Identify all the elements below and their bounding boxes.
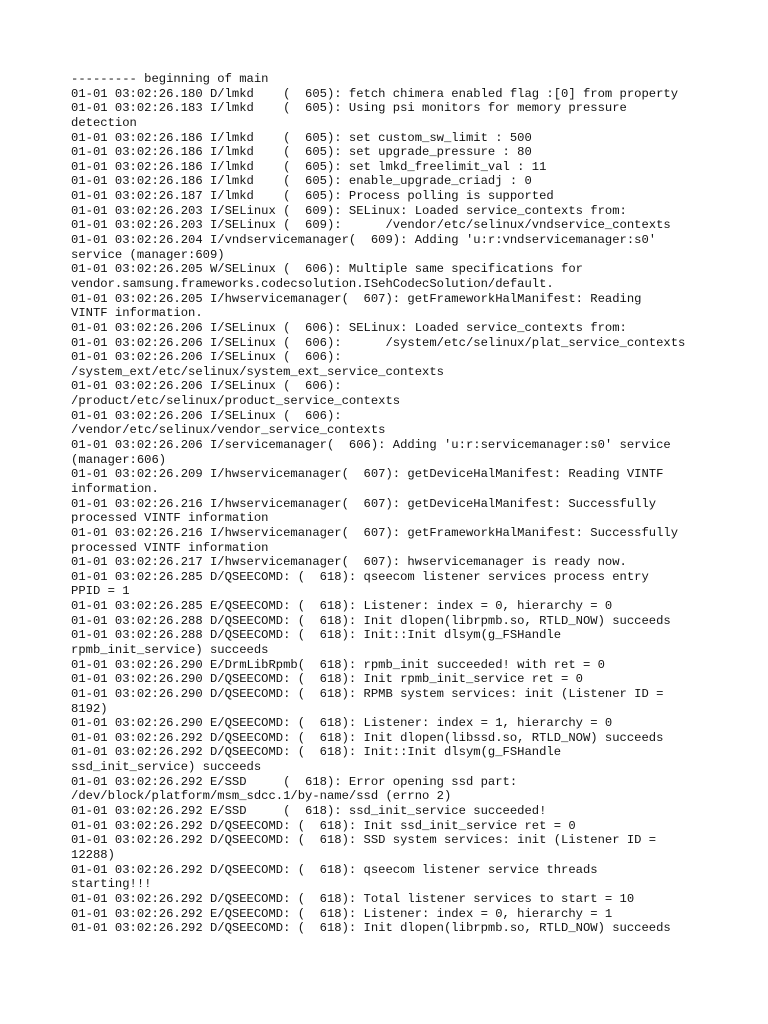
log-line: 01-01 03:02:26.206 I/servicemanager( 606): Adding 'u:r:servicemanager:s0' service	[71, 438, 671, 453]
log-line: 01-01 03:02:26.186 I/lmkd ( 605): set upgrade_pressure : 80	[71, 145, 532, 160]
log-line: 01-01 03:02:26.292 D/QSEECOMD: ( 618): SSD system services: init (Listener ID =	[71, 833, 657, 848]
log-line: /dev/block/platform/msm_sdcc.1/by-name/ssd (errno 2)	[71, 789, 452, 804]
log-line: rpmb_init_service) succeeds	[71, 642, 269, 657]
log-line: 01-01 03:02:26.180 D/lmkd ( 605): fetch chimera enabled flag :[0] from property	[71, 86, 679, 101]
log-line: ssd_init_service) succeeds	[71, 760, 262, 775]
log-line: 01-01 03:02:26.216 I/hwservicemanager( 607): getDeviceHalManifest: Successfully	[71, 496, 657, 511]
log-line: 01-01 03:02:26.292 D/QSEECOMD: ( 618): Init ssd_init_service ret = 0	[71, 818, 576, 833]
log-line: PPID = 1	[71, 584, 130, 599]
log-line: (manager:606)	[71, 452, 167, 467]
log-line: 01-01 03:02:26.217 I/hwservicemanager( 607): hwservicemanager is ready now.	[71, 555, 627, 570]
log-line: 01-01 03:02:26.292 D/QSEECOMD: ( 618): Init::Init dlsym(g_FSHandle	[71, 745, 562, 760]
log-line: detection	[71, 115, 137, 130]
log-line: VINTF information.	[71, 306, 203, 321]
log-line: 01-01 03:02:26.292 E/SSD ( 618): Error opening ssd part:	[71, 774, 518, 789]
log-line: 01-01 03:02:26.216 I/hwservicemanager( 607): getFrameworkHalManifest: Successfully	[71, 525, 679, 540]
log-line: 01-01 03:02:26.288 D/QSEECOMD: ( 618): Init dlopen(librpmb.so, RTLD_NOW) succeeds	[71, 613, 671, 628]
log-line: 01-01 03:02:26.292 D/QSEECOMD: ( 618): Init dlopen(librpmb.so, RTLD_NOW) succeeds	[71, 921, 671, 936]
log-line: vendor.samsung.frameworks.codecsolution.ISehCodecSolution/default.	[71, 276, 554, 291]
log-line: 01-01 03:02:26.292 D/QSEECOMD: ( 618): Total listener services to start = 10	[71, 891, 635, 906]
log-line: 01-01 03:02:26.285 D/QSEECOMD: ( 618): qseecom listener services process entry	[71, 569, 649, 584]
log-line: processed VINTF information	[71, 511, 269, 526]
log-line: 01-01 03:02:26.290 D/QSEECOMD: ( 618): RPMB system services: init (Listener ID =	[71, 686, 664, 701]
log-line: /vendor/etc/selinux/vendor_service_contexts	[71, 423, 386, 438]
log-line: 01-01 03:02:26.203 I/SELinux ( 609): SELinux: Loaded service_contexts from:	[71, 203, 627, 218]
log-line: /system_ext/etc/selinux/system_ext_service_contexts	[71, 364, 444, 379]
log-line: 01-01 03:02:26.206 I/SELinux ( 606):	[71, 379, 342, 394]
log-line: 12288)	[71, 847, 115, 862]
log-line: 8192)	[71, 701, 108, 716]
log-line: 01-01 03:02:26.205 I/hwservicemanager( 607): getFrameworkHalManifest: Reading	[71, 291, 642, 306]
log-line: 01-01 03:02:26.292 E/QSEECOMD: ( 618): Listener: index = 0, hierarchy = 1	[71, 906, 613, 921]
log-line: 01-01 03:02:26.186 I/lmkd ( 605): enable_upgrade_criadj : 0	[71, 174, 532, 189]
log-line: starting!!!	[71, 877, 152, 892]
log-line: --------- beginning of main	[71, 72, 269, 86]
log-line: 01-01 03:02:26.290 D/QSEECOMD: ( 618): Init rpmb_init_service ret = 0	[71, 672, 583, 687]
log-line: 01-01 03:02:26.285 E/QSEECOMD: ( 618): Listener: index = 0, hierarchy = 0	[71, 599, 613, 614]
log-line: /product/etc/selinux/product_service_contexts	[71, 394, 401, 409]
log-line: 01-01 03:02:26.183 I/lmkd ( 605): Using psi monitors for memory pressure	[71, 101, 627, 116]
log-line: 01-01 03:02:26.292 E/SSD ( 618): ssd_init_service succeeded!	[71, 804, 547, 819]
log-line: 01-01 03:02:26.186 I/lmkd ( 605): set lmkd_freelimit_val : 11	[71, 159, 547, 174]
log-text-block	[71, 72, 711, 936]
log-line: 01-01 03:02:26.290 E/QSEECOMD: ( 618): Listener: index = 1, hierarchy = 0	[71, 716, 613, 731]
log-line: 01-01 03:02:26.187 I/lmkd ( 605): Process polling is supported	[71, 189, 554, 204]
log-line: 01-01 03:02:26.206 I/SELinux ( 606):	[71, 350, 342, 365]
log-line: information.	[71, 481, 159, 496]
log-line: 01-01 03:02:26.290 E/DrmLibRpmb( 618): rpmb_init succeeded! with ret = 0	[71, 657, 605, 672]
log-line: 01-01 03:02:26.209 I/hwservicemanager( 607): getDeviceHalManifest: Reading VINTF	[71, 467, 664, 482]
log-line: 01-01 03:02:26.206 I/SELinux ( 606):	[71, 408, 342, 423]
log-line: 01-01 03:02:26.206 I/SELinux ( 606): SELinux: Loaded service_contexts from:	[71, 320, 627, 335]
log-line: 01-01 03:02:26.203 I/SELinux ( 609): /vendor/etc/selinux/vndservice_contexts	[71, 218, 671, 233]
log-line: processed VINTF information	[71, 540, 269, 555]
log-line: 01-01 03:02:26.206 I/SELinux ( 606): /system/etc/selinux/plat_service_contexts	[71, 335, 686, 350]
log-line: 01-01 03:02:26.288 D/QSEECOMD: ( 618): Init::Init dlsym(g_FSHandle	[71, 628, 562, 643]
log-line: 01-01 03:02:26.292 D/QSEECOMD: ( 618): qseecom listener service threads	[71, 862, 598, 877]
log-line: 01-01 03:02:26.204 I/vndservicemanager( 609): Adding 'u:r:vndservicemanager:s0'	[71, 233, 657, 248]
log-line: 01-01 03:02:26.205 W/SELinux ( 606): Multiple same specifications for	[71, 262, 583, 277]
log-line: 01-01 03:02:26.292 D/QSEECOMD: ( 618): Init dlopen(libssd.so, RTLD_NOW) succeeds	[71, 730, 664, 745]
log-line: 01-01 03:02:26.186 I/lmkd ( 605): set custom_sw_limit : 500	[71, 130, 532, 145]
log-line: service (manager:609)	[71, 247, 225, 262]
